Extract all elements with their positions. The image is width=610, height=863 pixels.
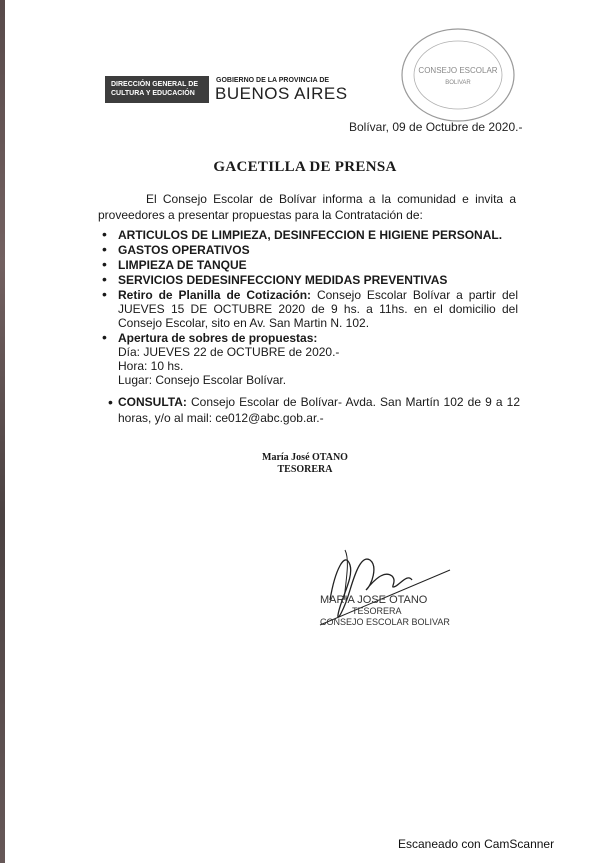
signature-stamp-line2: TESORERA: [352, 606, 402, 616]
scan-edge-shadow: [0, 0, 5, 863]
retiro-item: [100, 288, 518, 330]
page-title: GACETILLA DE PRENSA: [213, 159, 397, 175]
document-date: Bolívar, 09 de Octubre de 2020.-: [349, 120, 523, 134]
apertura-hora: Hora: 10 hs.: [118, 359, 184, 373]
bullet-icon: •: [102, 226, 107, 242]
bullet-icon: •: [102, 271, 107, 287]
items-list: [100, 228, 518, 388]
list-item: • ARTICULOS DE LIMPIEZA, DESINFECCION E HIGIENE PERSONAL.: [102, 226, 503, 242]
consulta-text: Consejo Escolar de Bolívar- Avda. San Martín 102 de 9 a 12 horas, y/o al mail: ce012@abc.gob.ar.-: [118, 395, 521, 425]
stamp-line1: CONSEJO ESCOLAR: [418, 66, 498, 75]
consejo-escolar-stamp: [398, 24, 518, 126]
apertura-item: [100, 331, 518, 387]
signature-stamp-line1: MARIA JOSE OTANO: [320, 594, 428, 606]
bullet-icon: •: [108, 394, 113, 410]
stamp-line2: BOLIVAR: [445, 80, 471, 86]
logo-org-line1: DIRECCIÓN GENERAL DE: [111, 81, 198, 88]
bullet-icon: •: [102, 241, 107, 257]
dgcye-logo: [105, 76, 209, 103]
intro-paragraph: [98, 191, 516, 223]
logo-org-line2: CULTURA Y EDUCACIÓN: [111, 90, 195, 97]
signer-role: TESORERA: [277, 464, 333, 475]
retiro-text: Consejo Escolar Bolívar a partir del JUEVES 15 DE OCTUBRE 2020 de 9 hs. a 11hs. en el domicilio del Consejo Escolar, sito en Av. San Martin N. 102.: [118, 288, 518, 330]
logo-gov-label: GOBIERNO DE LA PROVINCIA DE: [216, 77, 330, 84]
consulta-label: CONSULTA:: [118, 395, 187, 409]
list-item: • GASTOS OPERATIVOS: [102, 241, 250, 257]
apertura-dia: Día: JUEVES 22 de OCTUBRE de 2020.-: [118, 345, 340, 359]
list-item: • LIMPIEZA DE TANQUE: [102, 256, 247, 272]
signature-stamp-line3: CONSEJO ESCOLAR BOLIVAR: [320, 617, 450, 627]
camscanner-footer: Escaneado con CamScanner: [398, 837, 555, 851]
bullet-icon: •: [102, 286, 107, 302]
intro-text: El Consejo Escolar de Bolívar informa a la comunidad e invita a proveedores a presentar propuestas para la Contratación de:: [98, 192, 516, 222]
retiro-label: Retiro de Planilla de Cotización:: [118, 288, 312, 302]
signer-name: María José OTANO: [262, 452, 348, 463]
logo-city: BUENOS AIRES: [215, 84, 348, 103]
apertura-label: Apertura de sobres de propuestas:: [118, 331, 318, 345]
list-item: • SERVICIOS DEDESINFECCIONY MEDIDAS PREVENTIVAS: [102, 271, 448, 287]
apertura-lugar: Lugar: Consejo Escolar Bolívar.: [118, 373, 287, 387]
consulta-item: [100, 394, 520, 426]
bullet-icon: •: [102, 256, 107, 272]
signature-stamp: [320, 595, 450, 628]
bullet-icon: •: [102, 329, 107, 345]
